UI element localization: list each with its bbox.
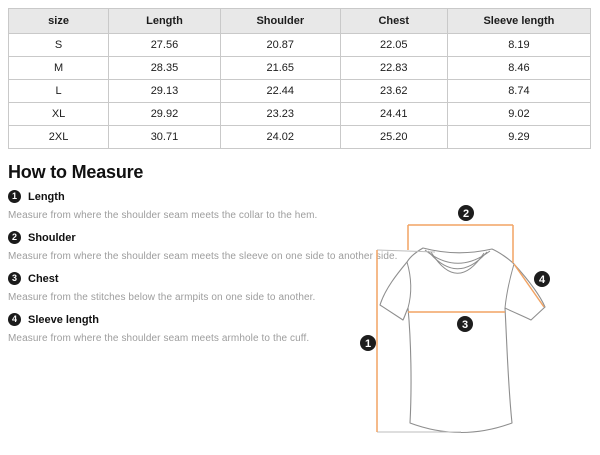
cell-length: 30.71	[109, 126, 221, 149]
column-header-length: Length	[109, 9, 221, 34]
measure-definitions-list	[8, 190, 408, 354]
numbered-bullet-2: 2	[8, 231, 21, 244]
cell-size: 2XL	[9, 126, 109, 149]
column-header-chest: Chest	[340, 9, 447, 34]
cell-length: 28.35	[109, 57, 221, 80]
marker-1-badge	[360, 335, 376, 351]
cell-shoulder: 23.23	[220, 103, 340, 126]
size-table	[8, 8, 591, 149]
measure-item-label: Shoulder	[28, 231, 76, 244]
cell-shoulder: 20.87	[220, 34, 340, 57]
marker-4-number: 4	[538, 274, 546, 286]
cell-size: XL	[9, 103, 109, 126]
cell-chest: 25.20	[340, 126, 447, 149]
cell-sleeve-length: 8.19	[447, 34, 590, 57]
measure-item-sleeve-length	[8, 313, 408, 344]
cell-length: 29.13	[109, 80, 221, 103]
marker-4-badge	[534, 271, 550, 287]
numbered-bullet-1: 1	[8, 190, 21, 203]
cell-shoulder: 24.02	[220, 126, 340, 149]
column-header-sleeve-length: Sleeve length	[447, 9, 590, 34]
cell-shoulder: 22.44	[220, 80, 340, 103]
cell-sleeve-length: 9.02	[447, 103, 590, 126]
size-table-header-row	[9, 9, 591, 34]
measure-item-description: Measure from where the shoulder seam meets the collar to the hem.	[8, 210, 318, 221]
measure-item-chest	[8, 272, 408, 303]
tshirt-measurement-diagram	[352, 190, 600, 455]
cell-length: 27.56	[109, 34, 221, 57]
measure-item-description: Measure from the stitches below the armpits on one side to another.	[8, 292, 316, 303]
table-row-l	[9, 80, 591, 103]
measure-item-label: Sleeve length	[28, 313, 99, 326]
tshirt-outline	[380, 248, 545, 433]
cell-chest: 23.62	[340, 80, 447, 103]
how-to-measure-title: How to Measure	[8, 162, 144, 182]
measure-item-description: Measure from where the shoulder seam meets armhole to the cuff.	[8, 333, 310, 344]
cell-size: M	[9, 57, 109, 80]
marker-3-badge	[457, 316, 473, 332]
measure-item-length	[8, 190, 408, 221]
numbered-bullet-3: 3	[8, 272, 21, 285]
cell-size: L	[9, 80, 109, 103]
marker-3-number: 3	[461, 319, 469, 331]
column-header-shoulder: Shoulder	[220, 9, 340, 34]
cell-chest: 22.05	[340, 34, 447, 57]
cell-sleeve-length: 8.74	[447, 80, 590, 103]
marker-2-number: 2	[462, 208, 470, 220]
cell-chest: 24.41	[340, 103, 447, 126]
measure-item-description: Measure from where the shoulder seam meets the sleeve on one side to another side.	[8, 251, 398, 262]
cell-sleeve-length: 9.29	[447, 126, 590, 149]
cell-sleeve-length: 8.46	[447, 57, 590, 80]
table-row-xl	[9, 103, 591, 126]
table-row-m	[9, 57, 591, 80]
measure-item-label: Length	[28, 190, 65, 203]
cell-length: 29.92	[109, 103, 221, 126]
measure-item-shoulder	[8, 231, 408, 262]
cell-chest: 22.83	[340, 57, 447, 80]
marker-2-badge	[458, 205, 474, 221]
measure-item-label: Chest	[28, 272, 59, 285]
table-row-s	[9, 34, 591, 57]
column-header-size: size	[9, 9, 109, 34]
numbered-bullet-4: 4	[8, 313, 21, 326]
cell-size: S	[9, 34, 109, 57]
table-row-2xl	[9, 126, 591, 149]
cell-shoulder: 21.65	[220, 57, 340, 80]
marker-1-number: 1	[364, 338, 372, 350]
